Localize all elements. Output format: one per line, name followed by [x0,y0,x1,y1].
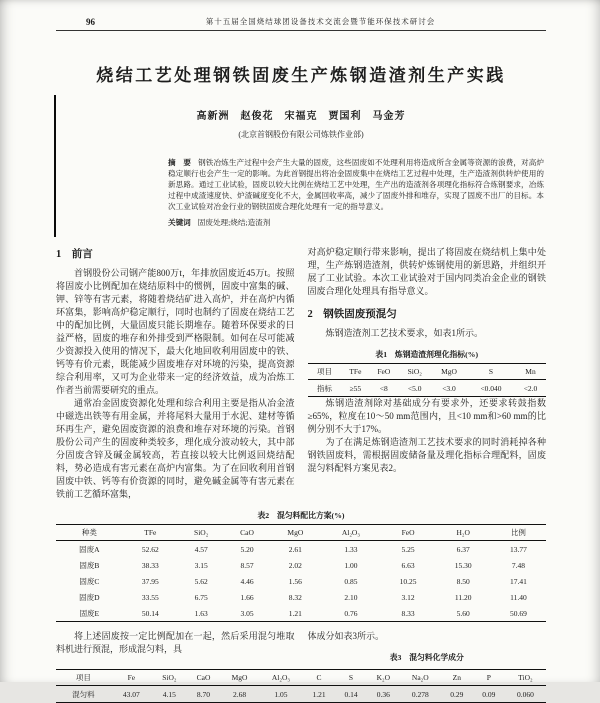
table-cell: 6.75 [194,592,208,602]
table-3-header-row [56,670,546,686]
table-cell: 8.32 [288,592,302,602]
table-header-cell: 种类 [56,525,123,541]
section-2-heading: 2 钢铁固废预混匀 [307,309,397,320]
table-header-cell: TFe [342,364,370,380]
table-cell: <8 [379,383,388,393]
table-header-cell: K₂O [367,670,400,686]
table-cell: <3.0 [442,383,456,393]
table-cell: 3.05 [240,608,254,618]
table-2 [56,524,546,622]
table-cell: 1.00 [344,560,358,570]
table-cell: 43.07 [122,689,140,699]
table-cell: 7.48 [511,560,525,570]
table-cell: 13.77 [509,544,527,554]
table-cell: 5.25 [401,544,415,554]
table-header-cell: H₂O [436,525,491,541]
table-header-cell: TiO₂ [505,670,546,686]
table-cell: 10.25 [399,576,417,586]
keywords-label: 关键词 [168,218,191,227]
paragraph: 将上述固废按一定比例配加在一起，然后采用混匀堆取料机进行预混，形成混匀料，具 [56,631,295,654]
table-header-cell: FeO [369,364,398,380]
table-cell: 2.61 [288,544,302,554]
table-header-cell: S [335,670,367,686]
table-header-cell: S [467,364,515,380]
table-cell: 0.85 [344,576,358,586]
body-columns [56,246,546,501]
table-cell: 11.20 [454,592,472,602]
abstract-text: 钢铁冶炼生产过程中会产生大量的固废，这些固废如不处理利用将造成所含金属等资源的浪费，对高炉稳定顺行也会产生一定的影响。为此首钢提出将冶金固废集中在烧结工艺过程中处理，生产造渣剂供转炉使用的新思路。通过工业试验，固废以较大比例在烧结工艺中处理，生产出的造渣剂各项理化指标符合炼钢要求，冶炼过程中成渣速度快、炉渣碱度变化不大，金属回收率高，减少了固废外排和堆存，实现了固废不出厂的目标。本次工业试验对冶金行业的钢铁固废合理化处理有一定的指导意义。 [168,158,545,211]
table-cell: 50.14 [141,608,159,618]
table-cell: 6.63 [401,560,415,570]
table-cell: 8.70 [196,689,211,699]
left-column [56,246,295,501]
conference-title: 第十五届全国烧结球团设备技术交流会暨节能环保技术研讨会 [205,17,436,26]
table-cell: 33.55 [141,592,159,602]
table-header-cell: Al₂O₃ [321,525,380,541]
table-header-cell: Fe [111,670,152,686]
table-header-cell: C [303,670,335,686]
abstract-label: 摘 要 [168,158,192,167]
table-cell: 0.060 [516,689,534,699]
table-cell: 3.15 [194,560,208,570]
table-cell: <0.040 [480,383,502,393]
table-header-cell: CaO [187,670,220,686]
table-cell: 指标 [317,383,333,393]
table-cell: 5.20 [240,544,254,554]
table-cell: 38.33 [141,560,159,570]
table-cell: 混匀料 [72,689,95,699]
paragraph: 炼钢造渣剂除对基础成分有要求外，还要求转鼓指数≥65%，粒度在10～50 mm范围内，且<10 mm和>60 mm的比例分别不大于17%。 [307,398,546,434]
table-cell: 2.68 [232,689,247,699]
table-header-cell: Mn [515,364,546,380]
table-cell: 1.63 [194,608,208,618]
table-cell: 4.46 [240,576,254,586]
table-row [56,573,546,589]
table-cell: 0.278 [411,689,429,699]
table-header-cell: Na₂O [400,670,441,686]
table-cell: 固废C [79,576,100,586]
bottom-columns [56,630,546,666]
table-cell: 37.95 [141,576,159,586]
table-cell: 8.33 [401,608,415,618]
table-row [56,589,546,605]
table-header-cell: 比例 [491,525,546,541]
table-1-header-row [308,364,547,380]
table-cell: 固废B [79,560,100,570]
table-header-cell: 项目 [308,364,342,380]
table-cell: 0.29 [450,689,464,699]
table-header-cell: MgO [269,525,321,541]
table-cell: 4.57 [194,544,208,554]
table-header-cell: P [473,670,505,686]
table-cell: <5.0 [407,383,422,393]
right-column [308,246,547,501]
table-cell: 固废E [79,608,100,618]
table-header-cell: Al₂O₃ [259,670,303,686]
paragraph: 为了在满足炼钢造渣剂工艺技术要求的同时消耗掉各种钢铁固废料，需根据固废储备量及理化指标合理配料，固废混匀料配料方案见表2。 [307,437,546,473]
table-cell: 17.41 [509,576,527,586]
table-header-cell: SiO₂ [398,364,431,380]
paragraph: 体成分如表3所示。 [307,631,385,641]
right-column-bottom [308,630,547,666]
table-cell: 1.66 [240,592,254,602]
table-1-caption: 表1 炼钢造渣剂理化指标(%) [375,350,479,359]
table-cell: 1.56 [288,576,302,586]
table-cell: 6.37 [456,544,470,554]
table-cell: 0.36 [376,689,390,699]
table-cell: 11.40 [510,592,527,602]
keywords-text: 固废处理;烧结;造渣剂 [197,218,271,227]
page-number: 96 [86,17,95,27]
authors-line: 高新洲 赵俊花 宋福克 贾国利 马金芳 [196,111,406,122]
table-cell: 15.30 [454,560,472,570]
table-header-cell: FeO [381,525,436,541]
table-cell: 0.14 [344,689,358,699]
table-row [56,686,546,703]
table-cell: 0.09 [482,689,496,699]
table-3 [56,669,546,703]
table-cell: 固废D [79,592,100,602]
table-cell: 2.10 [344,592,358,602]
table-header-cell: Zn [441,670,473,686]
table-header-cell: TFe [123,525,178,541]
table-cell: 1.21 [288,608,302,618]
left-column-bottom [56,630,295,666]
table-cell: 50.69 [509,608,527,618]
table-header-cell: SiO₂ [152,670,187,686]
table-2-caption: 表2 混匀料配比方案(%) [257,511,345,520]
table-cell: 0.76 [344,608,358,618]
table-row [308,380,547,397]
table-cell: ≥55 [349,383,362,393]
table-cell: 5.60 [456,608,470,618]
table-cell: 2.02 [288,560,302,570]
abstract-block [56,157,546,212]
table-cell: 1.21 [312,689,326,699]
table-cell: 8.50 [456,576,470,586]
paragraph: 首钢股份公司钢产能800万t，年排放固废近45万t。按照将固废小比例配加在烧结原料中的惯例，固废中富集的碱、钾、锌等有害元素，将随着烧结矿进入高炉，并在高炉内循环富集，影响高炉稳定顺行，同时也制约了固废在烧结工艺中的配加比例，大量固废只能长期堆存。随着环保要求的日益严格，固废的堆存和外排受到严格限制。如何在尽可能减少资源投入使用的情况下，最大化地回收利用固废中的铁、钙等有价元素，既能减少固废堆存对环境的污染，提高资源综合利用率，又可为企业带来一定的经济效益，成为冶炼工作者当前需要研究的重点。 [56,268,295,395]
table-1 [308,363,547,397]
table-cell: <2.0 [523,383,538,393]
table-header-cell: MgO [431,364,467,380]
paper-title: 烧结工艺处理钢铁固废生产炼钢造渣剂生产实践 [96,66,506,85]
table-cell: 4.15 [162,689,176,699]
scan-artifact-line [54,95,56,237]
keywords-line [56,217,546,228]
table-row [56,541,546,558]
table-cell: 1.33 [344,544,358,554]
table-cell: 52.62 [141,544,159,554]
table-cell: 5.62 [194,576,208,586]
running-head [56,16,546,31]
table-header-cell: CaO [225,525,270,541]
table-3-caption: 表3 混匀料化学成分 [389,653,464,662]
table-cell: 3.12 [401,592,415,602]
table-cell: 1.05 [274,689,288,699]
table-header-cell: MgO [220,670,259,686]
table-header-cell: 项目 [56,670,111,686]
affiliation: (北京首钢股份有限公司炼铁作业部) [238,130,364,139]
paragraph: 炼钢造渣剂工艺技术要求，如表1所示。 [325,328,484,338]
table-row [56,557,546,573]
table-cell: 8.57 [240,560,254,570]
paragraph: 通常冶金固废资源化处理和综合利用主要是指从冶金渣中磁选出铁等有用金属，并将尾料大量用于水泥、建材等循环再生产，避免固废资源的浪费和堆存对环境的污染。首钢股份公司产生的固废种类较多，理化成分波动较大，其中部分固废含锌及碱金属较高，若直接以较大比例返回烧结配料，势必造成有害元素在高炉内富集。为了在回收利用首钢固废中铁、钙等有价资源的同时，避免碱金属等有害元素在铁前工艺循环富集， [56,398,295,499]
paragraph: 对高炉稳定顺行带来影响，提出了将固废在烧结机上集中处理，生产炼钢造渣剂，供转炉炼钢使用的新思路，并组织开展了工业试验。本次工业试验对于国内同类冶金企业的钢铁固废合理化处理具有指导意义。 [307,247,546,296]
table-header-cell: SiO₂ [178,525,225,541]
section-1-heading: 1 前言 [56,249,93,260]
table-cell: 固废A [79,544,100,554]
table-row [56,605,546,622]
table-2-header-row [56,525,546,541]
